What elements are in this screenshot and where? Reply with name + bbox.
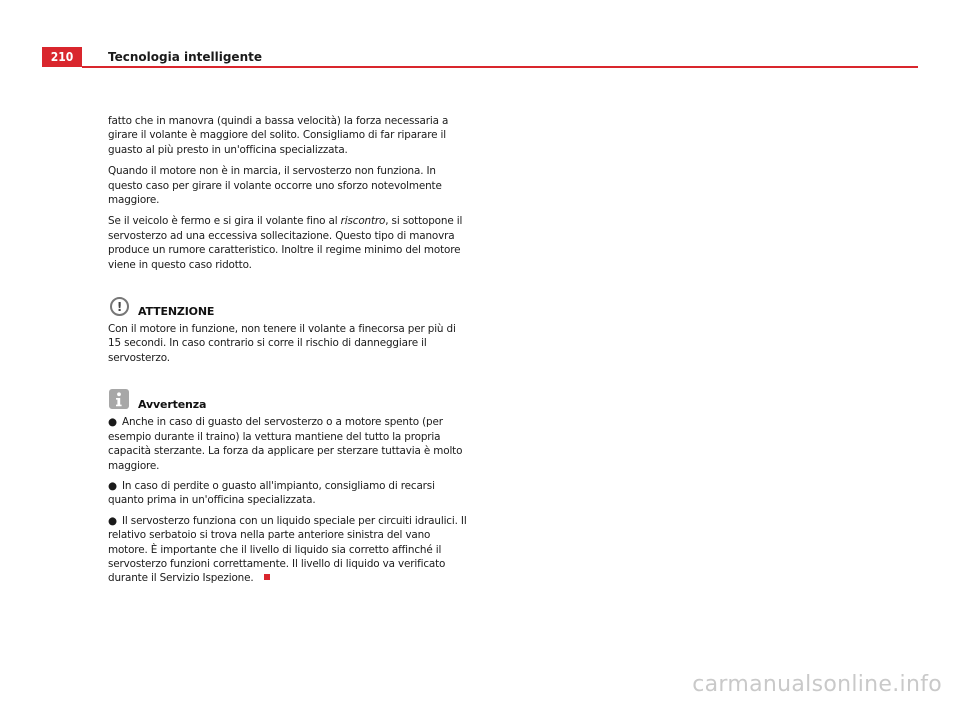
text-span: Se il veicolo è fermo e si gira il volante fino al: [108, 215, 341, 228]
note-title: Avvertenza: [138, 397, 207, 411]
paragraph: Quando il motore non è in marcia, il servosterzo non funziona. In questo caso per girare il volante occorre uno sforzo notevolmente maggiore.: [108, 165, 442, 207]
note-header: [108, 383, 470, 409]
list-item-text: Il servosterzo funziona con un liquido speciale per circuiti idraulici. Il relativo serbatoio si trova nella parte anteriore sinistra del vano motore. È importante che il livello di liquido sia corretto affinché il servosterzo funzioni correttamente. Il livello di liquido va verificato durante il Servizio Ispezione.: [108, 514, 467, 585]
bullet: ●: [108, 416, 117, 429]
note-body: [108, 415, 470, 585]
warning-box: [108, 290, 470, 365]
paragraph: fatto che in manovra (quindi a bassa velocità) la forza necessaria a girare il volante è maggiore del solito. Consigliamo di far riparare il guasto al più presto in un'officina specializzata.: [108, 115, 449, 156]
italic-term: riscontro: [340, 215, 386, 228]
text-span: , si sottopone il servosterzo ad una eccessiva sollecitazione. Questo tipo di manovra produce un rumore caratteristico. Inoltre il regime minimo del motore viene in questo caso ridotto.: [108, 215, 463, 271]
info-icon: [109, 389, 129, 409]
list-item-text: In caso di perdite o guasto all'impianto, consigliamo di recarsi quanto prima in un'officina specializzata.: [108, 479, 435, 507]
warning-title: ATTENZIONE: [138, 304, 215, 318]
warning-text: Con il motore in funzione, non tenere il volante a finecorsa per più di 15 secondi. In caso contrario si corre il rischio di danneggiare il servosterzo.: [108, 323, 456, 364]
list-item: [108, 479, 470, 508]
page-title: Tecnologia intelligente: [108, 50, 262, 64]
watermark: carmanualsonline.info: [692, 672, 942, 697]
list-item: [108, 514, 470, 586]
section-end-marker: [264, 574, 270, 580]
bullet: ●: [108, 514, 117, 527]
page-number: 210: [42, 47, 82, 67]
header-rule: [82, 66, 918, 68]
list-item: [108, 415, 470, 473]
list-item-text: Anche in caso di guasto del servosterzo o a motore spento (per esempio durante il traino) la vettura mantiene del tutto la propria capacità sterzante. La forza da applicare per sterzare tuttavia è molto maggiore.: [108, 416, 463, 472]
main-content: [108, 114, 470, 592]
paragraph: [108, 214, 470, 272]
warning-body: [108, 322, 470, 365]
note-box: [108, 383, 470, 585]
bullet: ●: [108, 479, 117, 492]
warning-icon: !: [110, 297, 129, 316]
warning-header: [108, 290, 470, 316]
